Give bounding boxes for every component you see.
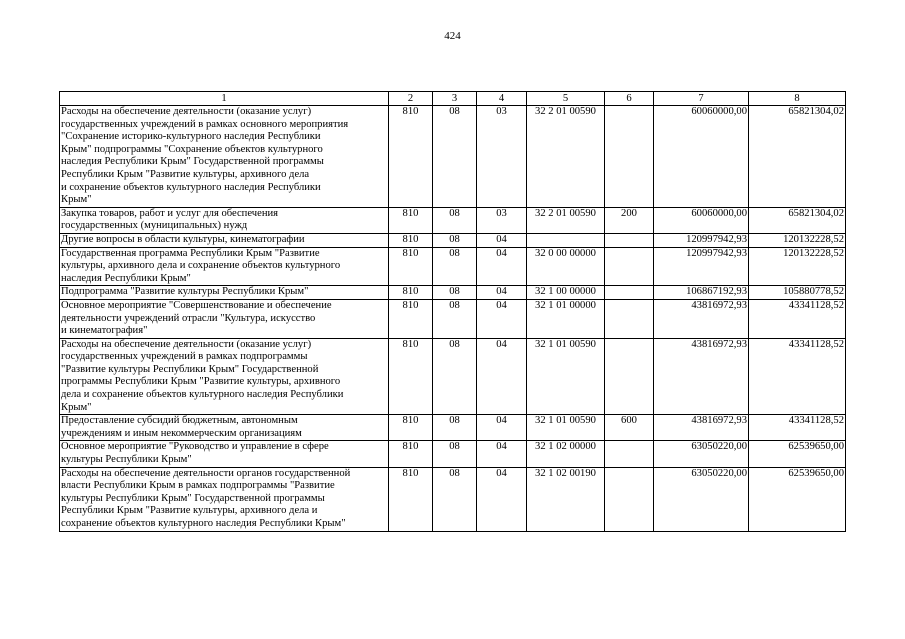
budget-table — [59, 91, 846, 532]
table-row — [60, 299, 846, 338]
row-amount-year2-cell: 65821304,02 — [749, 207, 846, 233]
row-section-cell: 08 — [433, 106, 477, 208]
row-expense-type-cell: 600 — [605, 415, 654, 441]
table-row — [60, 106, 846, 208]
row-target-article-cell: 32 1 01 00590 — [527, 338, 605, 415]
row-ministry-code-cell: 810 — [389, 286, 433, 300]
row-name-cell: Другие вопросы в области культуры, кинематографии — [60, 233, 389, 247]
row-name-cell: Государственная программа Республики Крым "Развитие культуры, архивного дела и сохранение объектов культурного наследия Республики Крым" — [60, 247, 389, 286]
row-name-cell: Основное мероприятие "Совершенствование и обеспечение деятельности учреждений отрасли "Культура, искусство и кинематография" — [60, 299, 389, 338]
row-ministry-code-cell: 810 — [389, 467, 433, 531]
table-row — [60, 286, 846, 300]
row-subsection-cell: 03 — [477, 106, 527, 208]
row-amount-year1-cell: 120997942,93 — [654, 247, 749, 286]
row-subsection-cell: 03 — [477, 207, 527, 233]
row-section-cell: 08 — [433, 207, 477, 233]
row-amount-year1-cell: 63050220,00 — [654, 441, 749, 467]
row-target-article-cell: 32 1 02 00000 — [527, 441, 605, 467]
row-amount-year1-cell: 43816972,93 — [654, 415, 749, 441]
table-row — [60, 441, 846, 467]
row-expense-type-cell — [605, 233, 654, 247]
row-name-cell: Предоставление субсидий бюджетным, автономным учреждениям и иным некоммерческим организациям — [60, 415, 389, 441]
column-header-5: 5 — [527, 92, 605, 106]
row-target-article-cell: 32 1 01 00000 — [527, 299, 605, 338]
table-row — [60, 467, 846, 531]
row-amount-year1-cell: 60060000,00 — [654, 207, 749, 233]
row-target-article-cell: 32 2 01 00590 — [527, 207, 605, 233]
row-name-cell: Подпрограмма "Развитие культуры Республики Крым" — [60, 286, 389, 300]
row-target-article-cell: 32 0 00 00000 — [527, 247, 605, 286]
table-row — [60, 233, 846, 247]
row-target-article-cell — [527, 233, 605, 247]
row-ministry-code-cell: 810 — [389, 299, 433, 338]
row-expense-type-cell: 200 — [605, 207, 654, 233]
row-amount-year2-cell: 62539650,00 — [749, 441, 846, 467]
row-amount-year2-cell: 65821304,02 — [749, 106, 846, 208]
row-target-article-cell: 32 1 01 00590 — [527, 415, 605, 441]
row-amount-year2-cell: 120132228,52 — [749, 247, 846, 286]
row-name-cell: Расходы на обеспечение деятельности (оказание услуг) государственных учреждений в рамках основного мероприятия "Сохранение историко-культурного наследия Республики Крым" подпрограммы "Сохранение объектов культурного наследия Республики Крым" Государственной программы Республики Крым "Развитие культуры, архивного дела и сохранение объектов культурного наследия Республики Крым" — [60, 106, 389, 208]
row-section-cell: 08 — [433, 467, 477, 531]
row-amount-year2-cell: 62539650,00 — [749, 467, 846, 531]
row-name-cell: Расходы на обеспечение деятельности (оказание услуг) государственных учреждений в рамках подпрограммы "Развитие культуры Республики Крым" Государственной программы Республики Крым "Развитие культуры, архивного дела и сохранение объектов культурного наследия Республики Крым" — [60, 338, 389, 415]
row-ministry-code-cell: 810 — [389, 338, 433, 415]
row-section-cell: 08 — [433, 233, 477, 247]
row-section-cell: 08 — [433, 415, 477, 441]
row-subsection-cell: 04 — [477, 467, 527, 531]
column-header-4: 4 — [477, 92, 527, 106]
column-header-3: 3 — [433, 92, 477, 106]
row-subsection-cell: 04 — [477, 233, 527, 247]
row-name-cell: Закупка товаров, работ и услуг для обеспечения государственных (муниципальных) нужд — [60, 207, 389, 233]
row-subsection-cell: 04 — [477, 441, 527, 467]
row-expense-type-cell — [605, 299, 654, 338]
row-section-cell: 08 — [433, 441, 477, 467]
row-section-cell: 08 — [433, 286, 477, 300]
row-expense-type-cell — [605, 247, 654, 286]
row-ministry-code-cell: 810 — [389, 247, 433, 286]
row-section-cell: 08 — [433, 299, 477, 338]
row-amount-year2-cell: 105880778,52 — [749, 286, 846, 300]
row-amount-year1-cell: 43816972,93 — [654, 338, 749, 415]
row-name-cell: Основное мероприятие "Руководство и управление в сфере культуры Республики Крым" — [60, 441, 389, 467]
row-amount-year2-cell: 43341128,52 — [749, 299, 846, 338]
row-expense-type-cell — [605, 286, 654, 300]
row-section-cell: 08 — [433, 338, 477, 415]
table-body — [60, 106, 846, 532]
table-header-row — [60, 92, 846, 106]
column-header-1: 1 — [60, 92, 389, 106]
row-subsection-cell: 04 — [477, 299, 527, 338]
column-header-2: 2 — [389, 92, 433, 106]
row-amount-year1-cell: 120997942,93 — [654, 233, 749, 247]
row-expense-type-cell — [605, 441, 654, 467]
row-amount-year1-cell: 63050220,00 — [654, 467, 749, 531]
row-target-article-cell: 32 1 00 00000 — [527, 286, 605, 300]
row-subsection-cell: 04 — [477, 247, 527, 286]
row-amount-year2-cell: 43341128,52 — [749, 415, 846, 441]
row-amount-year2-cell: 43341128,52 — [749, 338, 846, 415]
row-target-article-cell: 32 1 02 00190 — [527, 467, 605, 531]
row-subsection-cell: 04 — [477, 286, 527, 300]
row-name-cell: Расходы на обеспечение деятельности органов государственной власти Республики Крым в рамках подпрограммы "Развитие культуры Республики Крым" Государственной программы Республики Крым "Развитие культуры, архивного дела и сохранение объектов культурного наследия Республики Крым" — [60, 467, 389, 531]
row-target-article-cell: 32 2 01 00590 — [527, 106, 605, 208]
table-row — [60, 415, 846, 441]
row-amount-year1-cell: 43816972,93 — [654, 299, 749, 338]
row-subsection-cell: 04 — [477, 338, 527, 415]
page-number: 424 — [444, 30, 461, 42]
row-amount-year1-cell: 106867192,93 — [654, 286, 749, 300]
row-ministry-code-cell: 810 — [389, 415, 433, 441]
row-section-cell: 08 — [433, 247, 477, 286]
column-header-6: 6 — [605, 92, 654, 106]
table-row — [60, 247, 846, 286]
row-amount-year1-cell: 60060000,00 — [654, 106, 749, 208]
row-subsection-cell: 04 — [477, 415, 527, 441]
column-header-8: 8 — [749, 92, 846, 106]
table-row — [60, 207, 846, 233]
table-row — [60, 338, 846, 415]
row-expense-type-cell — [605, 467, 654, 531]
row-ministry-code-cell: 810 — [389, 233, 433, 247]
row-ministry-code-cell: 810 — [389, 441, 433, 467]
row-ministry-code-cell: 810 — [389, 207, 433, 233]
row-ministry-code-cell: 810 — [389, 106, 433, 208]
row-amount-year2-cell: 120132228,52 — [749, 233, 846, 247]
row-expense-type-cell — [605, 106, 654, 208]
row-expense-type-cell — [605, 338, 654, 415]
column-header-7: 7 — [654, 92, 749, 106]
